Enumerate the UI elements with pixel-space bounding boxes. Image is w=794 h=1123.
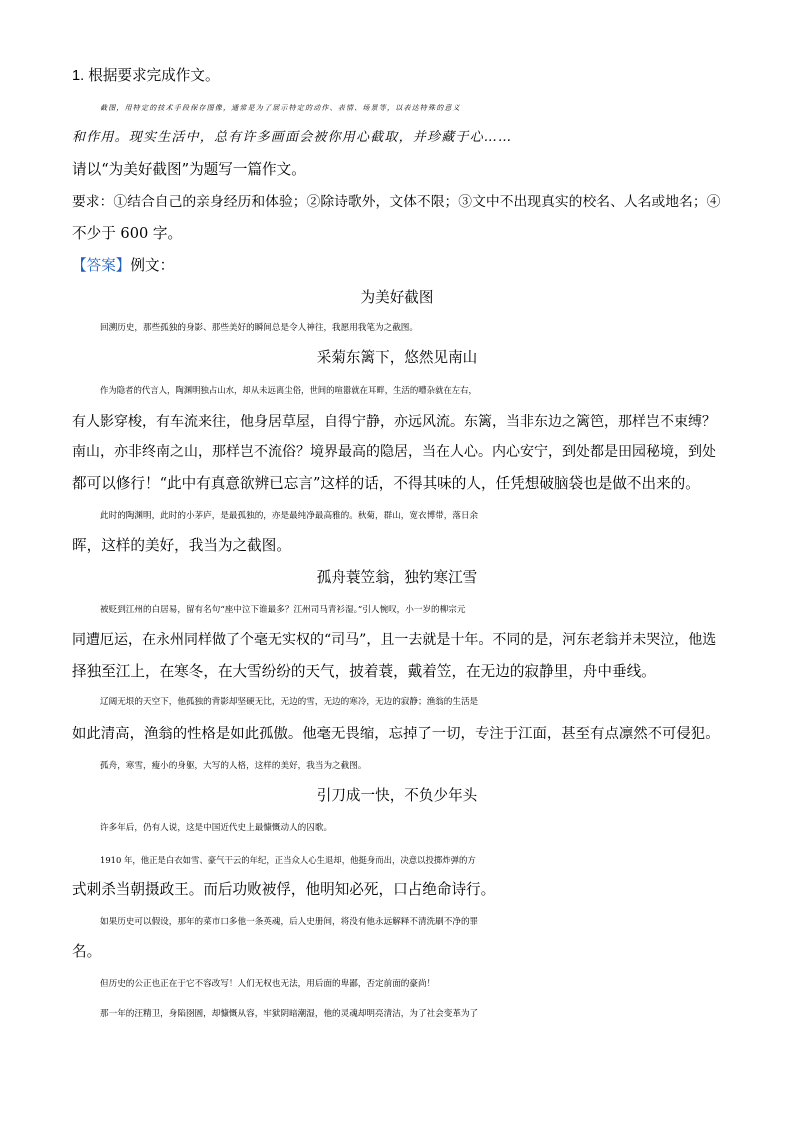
section-1-line: 都可以修行！“此中有真意欲辨已忘言”这样的话，不得其味的人，任凭想破脑袋也是做不出来的。 bbox=[72, 475, 700, 492]
question-prompt: 根据要求完成作文。 bbox=[88, 67, 220, 84]
essay-title: 为美好截图 bbox=[360, 289, 434, 306]
section-1-line: 南山，亦非终南之山，那样岂不流俗？境界最高的隐居，当在人心。内心安宁，到处都是田园秘境，到处 bbox=[72, 444, 716, 460]
section-3-line: 1910 年，他正是白衣如雪、豪气干云的年纪，正当众人心生退却，他挺身而出，决意以投掷炸弹的方 bbox=[100, 855, 476, 865]
section-3-line: 式刺杀当朝摄政王。而后功败被俘，他明知必死，口占绝命诗行。 bbox=[72, 881, 496, 898]
section-heading-3: 引刀成一快，不负少年头 bbox=[316, 787, 478, 804]
section-2-line: 辽阔无垠的天空下，他孤独的背影却坚硬无比，无边的雪，无边的寒冷，无边的寂静；渔翁的生活是 bbox=[100, 697, 479, 707]
section-2-line: 同遭厄运，在永州同样做了个毫无实权的“司马”，且一去就是十年。不同的是，河东老翁并未哭泣，他选 bbox=[72, 632, 717, 648]
section-1-line: 晖，这样的美好，我当为之截图。 bbox=[72, 537, 291, 554]
requirements-line-2: 不少于 600 字。 bbox=[72, 225, 183, 242]
section-3-line: 如果历史可以假设，那年的菜市口多他一条英魂，后人史册间，将没有他永远解释不清洗刷不净的罪 bbox=[100, 917, 479, 927]
section-1-line: 此时的陶渊明，此时的小茅庐，是最孤独的，亦是最纯净最高雅的。秋菊，群山，宽衣博带，落日余 bbox=[100, 511, 479, 521]
section-2-line: 择独至江上，在寒冬，在大雪纷纷的天气，披着蓑，戴着笠，在无边的寂静里，舟中垂线。 bbox=[72, 663, 656, 680]
question-heading bbox=[72, 66, 722, 86]
section-2-line: 被贬到江州的白居易，留有名句“座中泣下谁最多？江州司马青衫湿。”引人惋叹，小一岁的柳宗元 bbox=[100, 605, 466, 615]
answer-tag: 【答案】 bbox=[72, 257, 131, 274]
section-3-line: 但历史的公正也正在于它不容改写！人们无权也无法，用后面的卑鄙，否定前面的豪尚！ bbox=[100, 979, 436, 989]
requirements-line-1: 要求：①结合自己的亲身经历和体验；②除诗歌外，文体不限；③文中不出现真实的校名、人名或地名；④ bbox=[72, 194, 721, 210]
essay-intro: 回溯历史，那些孤独的身影、那些美好的瞬间总是令人神往，我愿用我笔为之截图。 bbox=[100, 323, 418, 333]
question-number: 1. bbox=[72, 68, 85, 84]
material-line-2: 和作用。现实生活中，总有许多画面会被你用心截取，并珍藏于心…… bbox=[72, 130, 513, 145]
section-2-line: 孤舟，寒雪，瘦小的身躯，大写的人格，这样的美好，我当为之截图。 bbox=[100, 761, 367, 771]
section-heading-2: 孤舟蓑笠翁，独钓寒江雪 bbox=[316, 569, 478, 586]
instruction-line: 请以“为美好截图”为题写一篇作文。 bbox=[72, 161, 306, 178]
section-1-line: 有人影穿梭，有车流来往，他身居草屋，自得宁静，亦远风流。东篱，当非东边之篱笆，那样岂不束缚？ bbox=[72, 414, 716, 430]
section-heading-1: 采菊东篱下，悠然见南山 bbox=[316, 349, 478, 366]
material-line-1: 截图，用特定的技术手段保存图像，通常是为了展示特定的动作、表情、场景等，以表达特殊的意义 bbox=[100, 104, 461, 112]
answer-label: 例文： bbox=[130, 257, 175, 274]
section-3-line: 名。 bbox=[72, 943, 102, 960]
answer-label-line bbox=[72, 256, 722, 276]
section-2-line: 如此清高，渔翁的性格是如此孤傲。他毫无畏缩，忘掉了一切，专注于江面，甚至有点凛然不可侵犯。 bbox=[72, 726, 720, 742]
section-3-line: 许多年后，仍有人说，这是中国近代史上最慷慨动人的囚歌。 bbox=[100, 823, 333, 833]
section-3-line: 那一年的汪精卫，身陷囹圄，却慷慨从容，牢狱阴暗潮湿，他的灵魂却明亮清洁，为了社会变革为了 bbox=[100, 1009, 479, 1019]
section-1-line: 作为隐者的代言人，陶渊明独占山水，却从未远离尘俗，世间的喧嚣就在耳畔，生活的嘈杂就在左右， bbox=[100, 385, 477, 395]
